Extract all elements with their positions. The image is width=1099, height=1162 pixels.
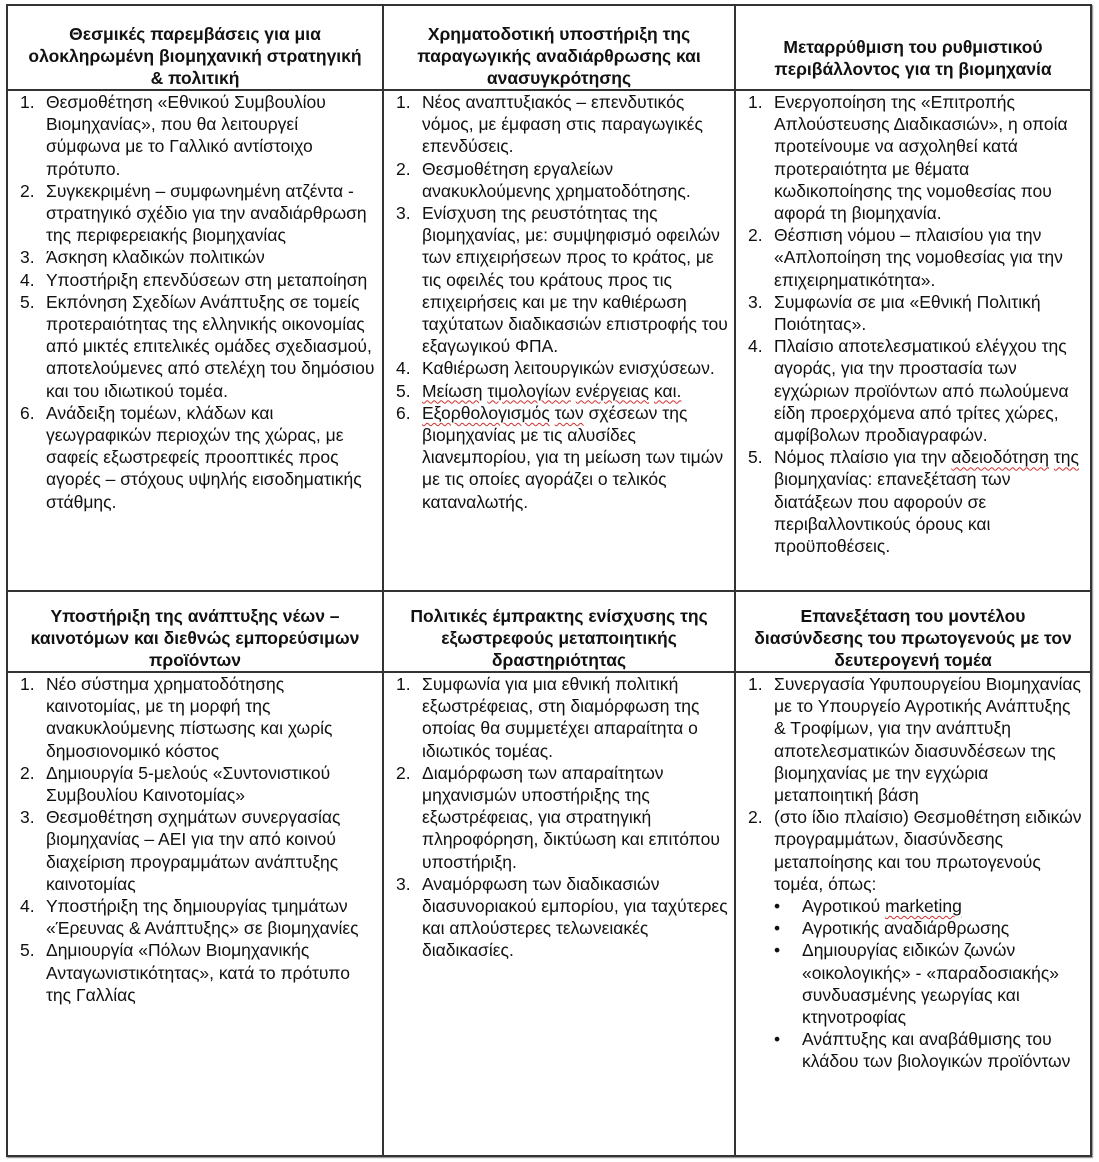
item-number: 5. [20,291,35,312]
item-text: Αναμόρφωση των διαδικασιών διασυνοριακού εμπορίου, για ταχύτερες και απλούστερες τελωνειακές διαδικασίες. [422,873,728,961]
item-number: 4. [748,336,763,357]
item-text: Θέσπιση νόμου – πλαισίου για την «Απλοποίηση της νομοθεσίας για την επιχειρηματικότητα». [774,225,1063,290]
numbered-list [736,673,1084,895]
item-number: 2. [20,180,35,201]
item-number: 1. [396,674,411,694]
item-number: 1. [20,92,35,112]
item-text: Συμφωνία για μια εθνική πολιτική εξωστρέφειας, στη διαμόρφωση της οποίας θα συμμετέχει απαραίτητα ο ιδιωτικός τομέας. [422,674,700,761]
item-text: Άσκηση κλαδικών πολιτικών [46,247,265,268]
item-number: 2. [748,225,763,246]
numbered-item [8,673,376,762]
numbered-item [8,180,376,247]
numbered-item [736,91,1084,224]
cell-header: Επανεξέταση του μοντέλου διασύνδεσης του πρωτογενούς με τον δευτερογενή τομέα [754,606,1072,670]
bullet-item [764,895,1084,917]
item-text: Διαμόρφωση των απαραίτητων μηχανισμών υποστήριξης της εξωστρέφειας, για στρατηγική πληροφόρηση, δικτύωση και επιτόπου υποστήριξη. [422,762,720,872]
item-text: Θεσμοθέτηση εργαλείων ανακυκλούμενης χρηματοδότησης. [422,158,691,201]
item-text: Συνεργασία Υφυπουργείου Βιομηχανίας με το Υπουργείο Αγροτικής Ανάπτυξης & Τροφίμων, για την ανάπτυξη αποτελεσματικών διασυνδέσεων της βιομηχανίας με την εγχώρια μεταποιητική βάση [774,674,1081,806]
numbered-list [384,673,728,962]
numbered-item [8,895,376,939]
item-number: 2. [396,762,411,783]
numbered-item [736,806,1084,895]
bullet-icon: • [774,918,781,939]
item-text: Καθιέρωση λειτουργικών ενισχύσεων. [422,358,715,379]
numbered-item [736,446,1084,557]
numbered-item [8,246,376,268]
item-text: Εξορθολογισμός των σχέσεων της βιομηχανίας με τις αλυσίδες λιανεμπορίου, για τη μείωση των τιμών με τις οποίες αγοράζει ο τελικός καταναλωτής. [422,402,724,512]
spellcheck-mark: Μείωση [422,380,483,401]
cell-header: Πολιτικές έμπρακτης ενίσχυσης της εξωστρεφούς μεταποιητικής δραστηριότητας [410,606,708,670]
item-number: 4. [20,896,35,917]
bullet-item [764,1028,1084,1072]
item-text: Εκπόνηση Σχεδίων Ανάπτυξης σε τομείς προτεραιότητας της ελληνικής οικονομίας από μικτές επιτελικές ομάδες σχεδιασμού, αποτελούμενες από στελέχη του δημόσιου και του ιδιωτικού τομέα. [46,291,375,401]
spellcheck-mark: της [1053,447,1079,468]
spellcheck-mark: marketing [885,896,962,917]
numbered-item [384,357,728,379]
bullet-item [764,917,1084,939]
item-text: Νέος αναπτυξιακός – επενδυτικός νόμος, με έμφαση στις παραγωγικές επενδύσεις. [422,92,703,157]
bullet-icon: • [774,1029,781,1050]
item-number: 3. [20,807,35,828]
item-number: 5. [748,447,763,468]
item-number: 5. [20,940,35,961]
numbered-item [384,158,728,202]
numbered-item [384,873,728,962]
item-text: Πλαίσιο αποτελεσματικού ελέγχου της αγοράς, για την προστασία των εγχώριων προϊόντων από πωλούμενα είδη προερχόμενα από τρίτες χώρες, αμφίβολων προδιαγραφών. [774,336,1069,446]
item-number: 4. [396,358,411,379]
cell-primary-secondary [736,592,1090,1155]
item-text: Ανάδειξη τομέων, κλάδων και γεωγραφικών περιοχών της χώρας, με σαφείς εξωστρεφείς προοπτικές προς αγορές – στόχους υψηλής εισοδηματικής στάθμης. [46,402,362,512]
cell-header: Υποστήριξη της ανάπτυξης νέων – καινοτόμων και διεθνώς εμπορεύσιμων προϊόντων [30,606,360,670]
item-text: Ενίσχυση της ρευστότητας της βιομηχανίας, με: συμψηφισμό οφειλών των επιχειρήσεων προς το κράτος, με τις οφειλές του κράτους προς τις επιχειρήσεις και με την καθιέρωση ταχύτατων διαδικασιών επιστροφής του εξαγωγικού ΦΠΑ. [422,203,728,357]
numbered-list [736,91,1084,557]
cell-body [384,673,734,962]
cell-body [8,91,382,513]
policy-table [6,4,1092,1157]
spellcheck-mark: των [554,402,584,423]
item-number: 2. [748,807,763,828]
cell-body [736,91,1090,557]
numbered-item [384,202,728,357]
item-number: 2. [20,762,35,783]
item-number: 1. [748,92,763,112]
cell-body [736,673,1090,1073]
item-text: Νέο σύστημα χρηματοδότησης καινοτομίας, με τη μορφή της ανακυκλούμενης πίστωσης και χωρίς δημοσιονομικό κόστος [46,674,333,761]
bullet-icon: • [774,940,781,961]
cell-header: Θεσμικές παρεμβάσεις για μια ολοκληρωμένη βιομηχανική στρατηγική & πολιτική [28,24,362,88]
item-number: 1. [20,674,35,694]
bullet-item [764,939,1084,1028]
numbered-item [384,91,728,158]
numbered-item [8,762,376,806]
item-number: 2. [396,158,411,179]
cell-header: Χρηματοδοτική υποστήριξη της παραγωγικής αναδιάρθρωσης και ανασυγκρότησης [417,24,701,88]
cell-body [384,91,734,513]
item-text: Θεσμοθέτηση σχημάτων συνεργασίας βιομηχανίας – ΑΕΙ για την από κοινού διαχείριση προγραμμάτων ανάπτυξης καινοτομίας [46,807,341,894]
numbered-item [8,939,376,1006]
numbered-item [736,291,1084,335]
item-number: 3. [20,247,35,268]
bullet-icon: • [774,896,781,917]
numbered-item [384,762,728,873]
item-text: Θεσμοθέτηση «Εθνικού Συμβουλίου Βιομηχανίας», που θα λειτουργεί σύμφωνα με το Γαλλικό αντίστοιχο πρότυπο. [46,92,326,179]
numbered-item [8,269,376,291]
spellcheck-mark: και. [653,380,682,401]
cell-institutional [8,6,382,590]
item-text: Ενεργοποίηση της «Επιτροπής Απλούστευσης Διαδικασιών», η οποία προτείνουμε να ασχοληθεί κατά προτεραιότητα με θέματα κωδικοποίησης της νομοθεσίας που αφορά τη βιομηχανία. [774,92,1068,224]
bullet-list [736,895,1084,1073]
item-number: 3. [396,203,411,224]
item-text: Συμφωνία σε μια «Εθνική Πολιτική Ποιότητας». [774,291,1041,335]
numbered-item [8,291,376,402]
item-number: 3. [396,873,411,894]
numbered-list [8,673,376,1006]
cell-financing [384,6,734,590]
cell-regulatory [736,6,1090,590]
spellcheck-mark: Εξορθολογισμός [422,402,550,423]
cell-body [8,673,382,1006]
item-number: 6. [396,402,411,423]
item-text [422,381,681,401]
item-number: 4. [20,269,35,290]
item-number: 3. [748,291,763,312]
spellcheck-mark: τιμολογίων [487,380,571,401]
cell-header: Μεταρρύθμιση του ρυθμιστικού περιβάλλοντος για τη βιομηχανία [774,37,1052,79]
cell-innovation [8,592,382,1155]
item-text: Αγροτικού marketing [802,896,962,917]
item-text: (στο ίδιο πλαίσιο) Θεσμοθέτηση ειδικών προγραμμάτων, διασύνδεσης μεταποίησης και του πρωτογενούς τομέα, όπως: [774,807,1082,894]
item-text: Δημιουργία «Πόλων Βιομηχανικής Ανταγωνιστικότητας», κατά το πρότυπο της Γαλλίας [46,940,350,1005]
item-number: 5. [396,380,411,401]
item-text: Δημιουργίας ειδικών ζωνών «οικολογικής» - «παραδοσιακής» συνδυασμένης γεωργίας και κτηνοτροφίας [802,940,1060,1028]
numbered-item [8,402,376,513]
numbered-item [736,335,1084,446]
numbered-item [8,91,376,180]
numbered-item [384,402,728,513]
item-text: Υποστήριξη επενδύσεων στη μεταποίηση [46,269,368,290]
cell-export [384,592,734,1155]
numbered-item [736,224,1084,291]
item-text: Δημιουργία 5-μελούς «Συντονιστικού Συμβουλίου Καινοτομίας» [46,762,331,806]
item-number: 6. [20,402,35,423]
numbered-list [384,91,728,513]
numbered-item [736,673,1084,806]
numbered-item [8,806,376,895]
item-text: Υποστήριξη της δημιουργίας τμημάτων «Έρευνας & Ανάπτυξης» σε βιομηχανίες [46,896,359,939]
item-text: Συγκεκριμένη – συμφωνημένη ατζέντα - στρατηγικό σχέδιο για την αναδιάρθρωση της περιφερειακής βιομηχανίας [46,180,367,246]
item-text: Αγροτικής αναδιάρθρωσης [802,918,1010,939]
numbered-list [8,91,376,513]
spellcheck-mark: ενέργειας [575,380,650,401]
item-number: 1. [748,674,763,694]
spellcheck-mark: αδειοδότηση [951,447,1049,468]
numbered-item [384,380,728,402]
item-text: Νόμος πλαίσιο για την αδειοδότηση της βιομηχανίας: επανεξέταση των διατάξεων που αφορούν σε περιβαλλοντικούς όρους και προϋποθέσεις. [774,447,1079,557]
item-number: 1. [396,92,411,112]
item-text: Ανάπτυξης και αναβάθμισης του κλάδου των βιολογικών προϊόντων [802,1029,1071,1072]
numbered-item [384,673,728,762]
